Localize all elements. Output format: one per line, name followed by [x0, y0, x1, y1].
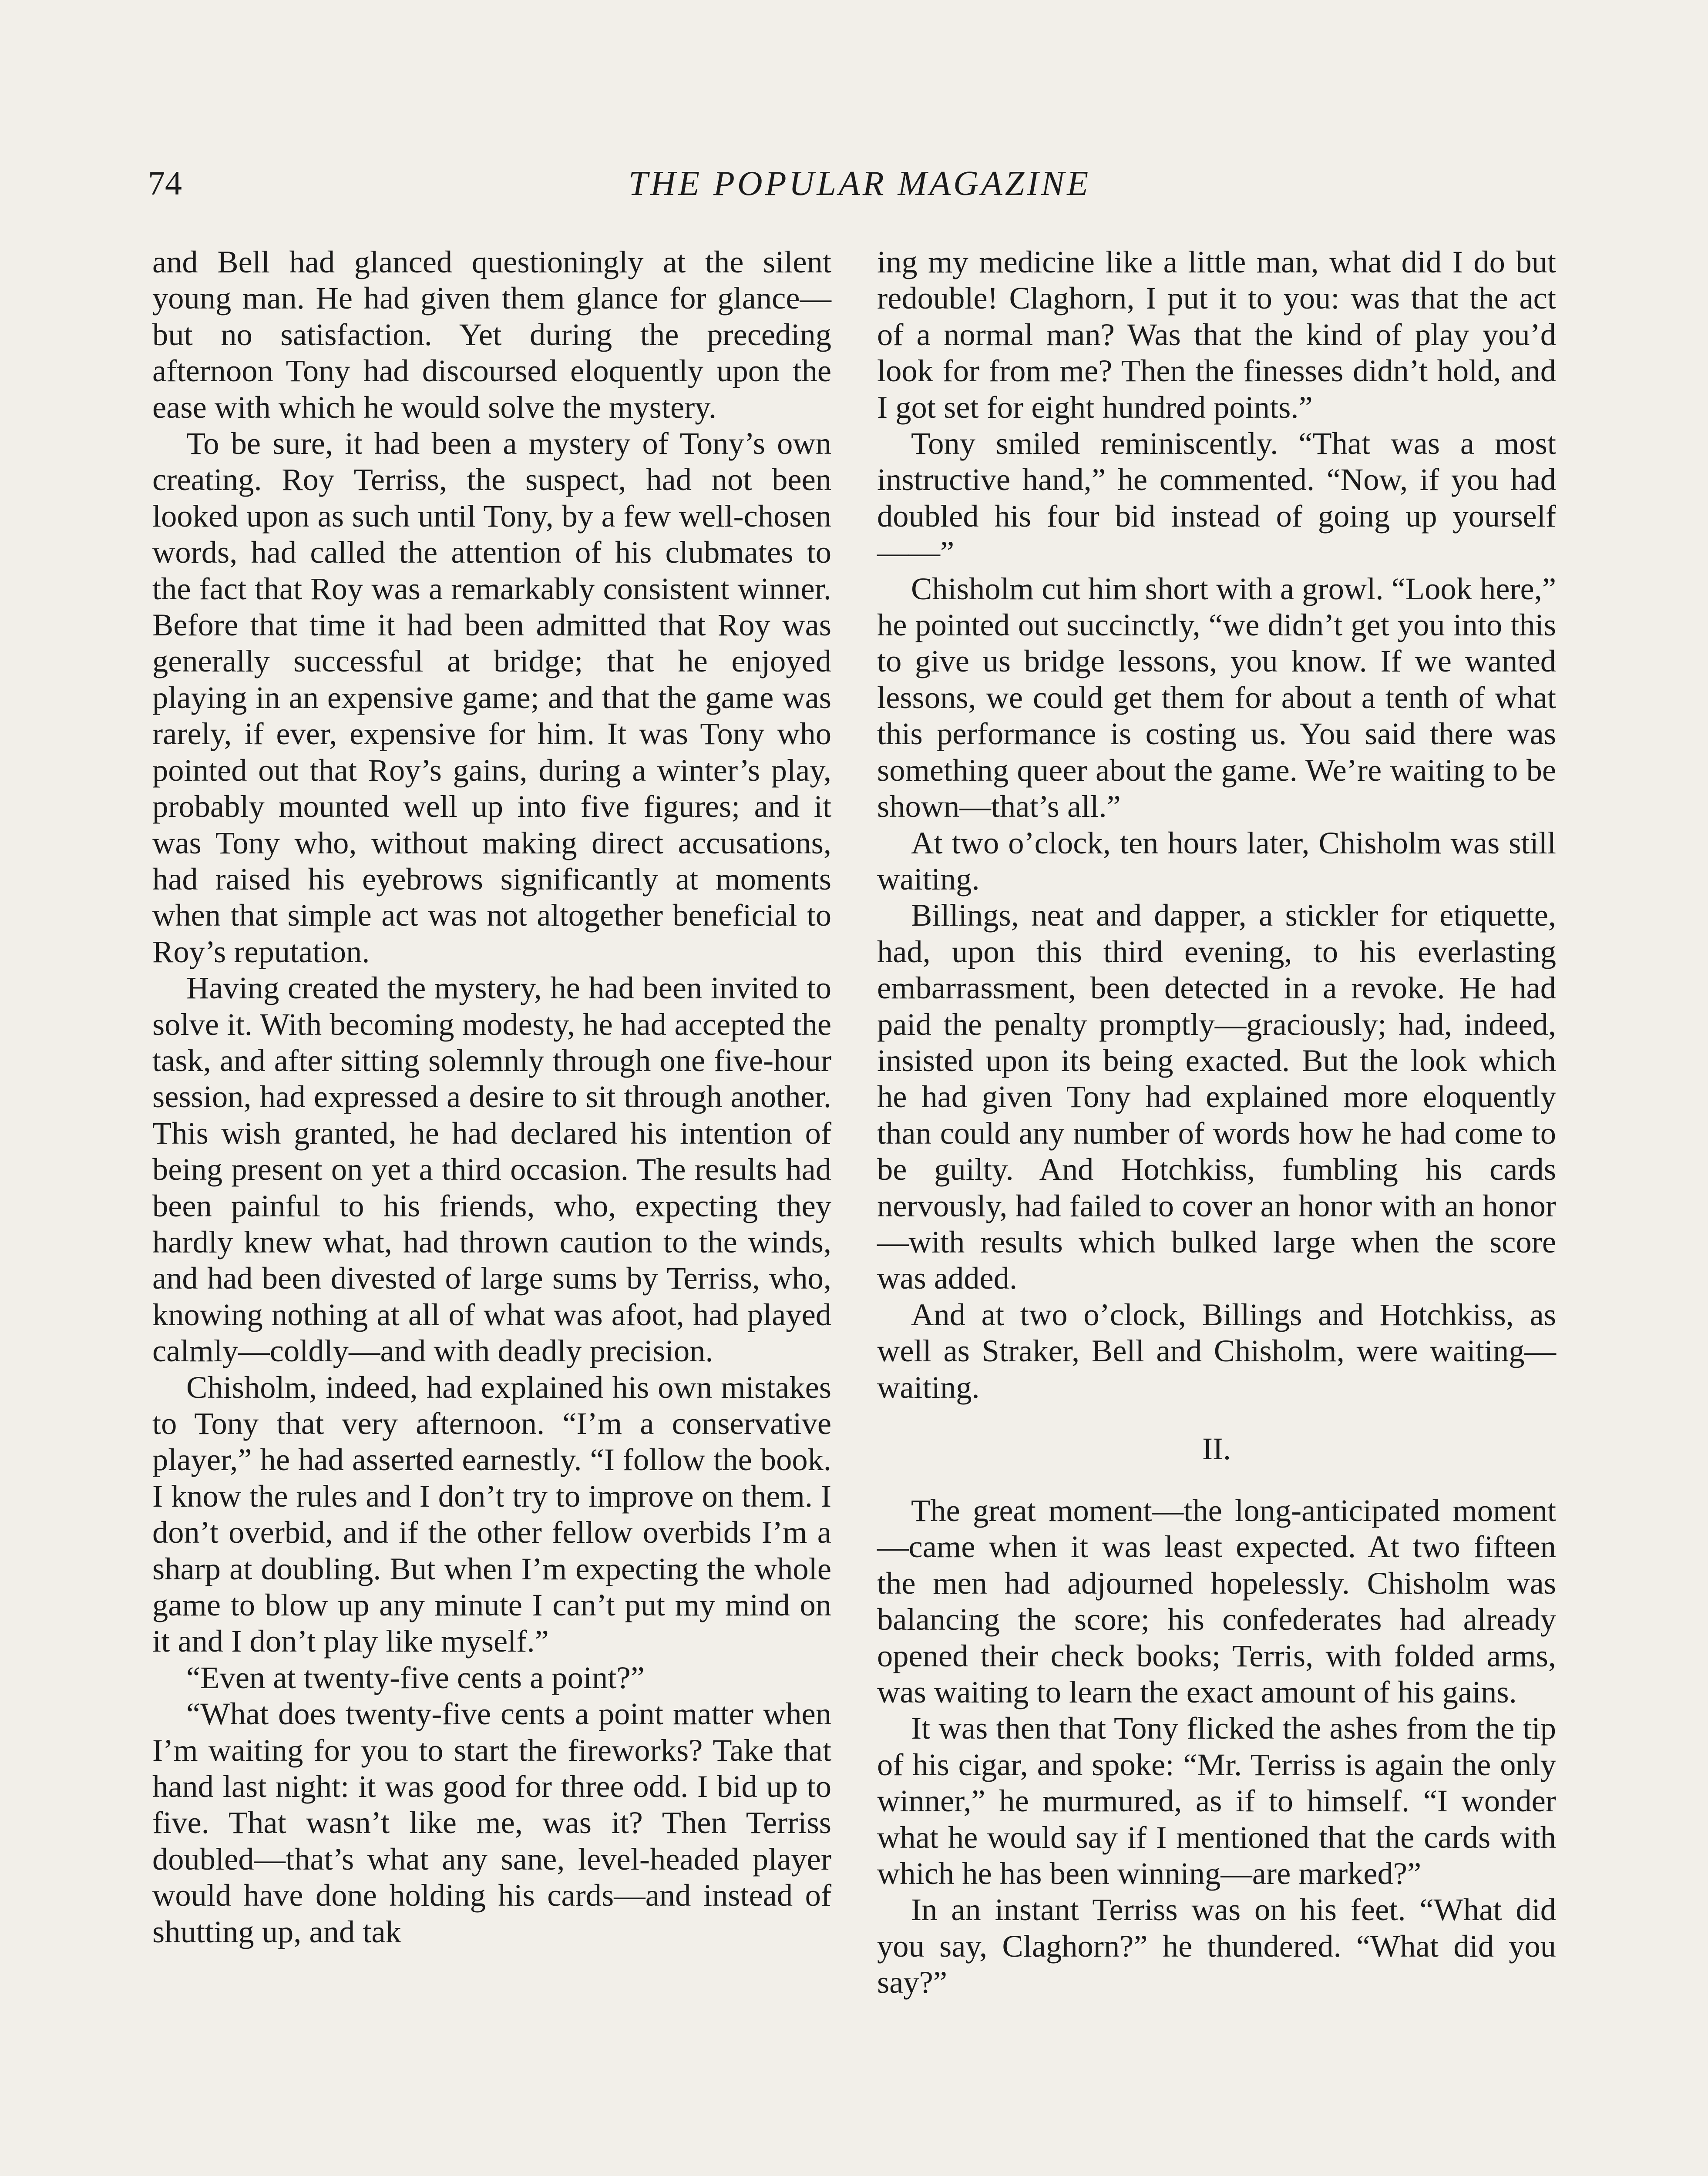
paragraph: In an instant Terriss was on his feet. “What did you say, Claghorn?” he thundered. “What did you say?”: [877, 1892, 1556, 2000]
running-head: THE POPULAR MAGAZINE: [628, 165, 1091, 203]
paragraph: Chisholm, indeed, had explained his own mistakes to Tony that very afternoon. “I’m a conservative player,” he had asserted earnestly. “I follow the book. I know the rules and I don’t try to improve on them. I don’t overbid, and if the other fellow overbids I’m a sharp at doubling. But when I’m expecting the whole game to blow up any minute I can’t put my mind on it and I don’t play like myself.”: [152, 1369, 831, 1659]
paragraph: “Even at twenty-five cents a point?”: [186, 1659, 645, 1695]
right-column: [877, 244, 1556, 2001]
paragraph: ing my medicine like a little man, what did I do but redouble! Claghorn, I put it to you: was that the act of a normal man? Was that the kind of play you’d look for from me? Then the finesses didn’t hold, and I got set for eight hundred points.”: [877, 244, 1556, 425]
paragraph: At two o’clock, ten hours later, Chisholm was still waiting.: [877, 825, 1556, 897]
paragraph: To be sure, it had been a mystery of Tony’s own creating. Roy Terriss, the suspect, had not been looked upon as such until Tony, by a few well-chosen words, had called the attention of his clubmates to the fact that Roy was a remarkably consistent winner. Before that time it had been admitted that Roy was generally successful at bridge; that he enjoyed playing in an expensive game; and that the game was rarely, if ever, expensive for him. It was Tony who pointed out that Roy’s gains, during a winter’s play, probably mounted well up into five figures; and it was Tony who, without making direct accusations, had raised his eyebrows significantly at moments when that simple act was not altogether beneficial to Roy’s reputation.: [152, 426, 831, 969]
paragraph: Billings, neat and dapper, a stickler for etiquette, had, upon this third evening, to his everlasting embarrassment, been detected in a revoke. He had paid the penalty promptly—graciously; had, indeed, insisted upon its being exacted. But the look which he had given Tony had explained more eloquently than could any number of words how he had come to be guilty. And Hotchkiss, fumbling his cards nervously, had failed to cover an honor with an honor —with results which bulked large when the score was added.: [877, 897, 1556, 1296]
section-heading: II.: [1202, 1431, 1231, 1466]
paragraph: The great moment—the long-anticipated moment—came when it was least expected. At two fifteen the men had adjourned hopelessly. Chisholm was balancing the score; his confederates had already opened their check books; Terris, with folded arms, was waiting to learn the exact amount of his gains.: [877, 1493, 1556, 1710]
paragraph: Having created the mystery, he had been invited to solve it. With becoming modesty, he had accepted the task, and after sitting solemnly through one five-hour session, had expressed a desire to sit through another. This wish granted, he had declared his intention of being present on yet a third occasion. The results had been painful to his friends, who, expecting they hardly knew what, had thrown caution to the winds, and had been divested of large sums by Terriss, who, knowing nothing at all of what was afoot, had played calmly—coldly—and with deadly precision.: [152, 970, 831, 1369]
paragraph: Tony smiled reminiscently. “That was a most instructive hand,” he commented. “Now, if you had doubled his four bid instead of going up yourself——”: [877, 426, 1556, 570]
paragraph: and Bell had glanced questioningly at the silent young man. He had given them glance for glance—but no satisfaction. Yet during the preceding afternoon Tony had discoursed eloquently upon the ease with which he would solve the mystery.: [152, 244, 831, 425]
paragraph: “What does twenty-five cents a point matter when I’m waiting for you to start the fireworks? Take that hand last night: it was good for three odd. I bid up to five. That wasn’t like me, was it? Then Terriss doubled—that’s what any sane, level-headed player would have done holding his cards—and instead of shutting up, and tak: [152, 1696, 831, 1949]
paragraph: Chisholm cut him short with a growl. “Look here,” he pointed out succinctly, “we didn’t get you into this to give us bridge lessons, you know. If we wanted lessons, we could get them for about a tenth of what this performance is costing us. You said there was something queer about the game. We’re waiting to be shown—that’s all.”: [877, 571, 1556, 824]
paragraph: It was then that Tony flicked the ashes from the tip of his cigar, and spoke: “Mr. Terriss is again the only winner,” he murmured, as if to himself. “I wonder what he would say if I mentioned that the cards with which he has been winning—are marked?”: [877, 1710, 1556, 1891]
left-column: [152, 244, 831, 1950]
page-number: 74: [148, 164, 182, 202]
paragraph: And at two o’clock, Billings and Hotchkiss, as well as Straker, Bell and Chisholm, were waiting—waiting.: [877, 1296, 1556, 1405]
